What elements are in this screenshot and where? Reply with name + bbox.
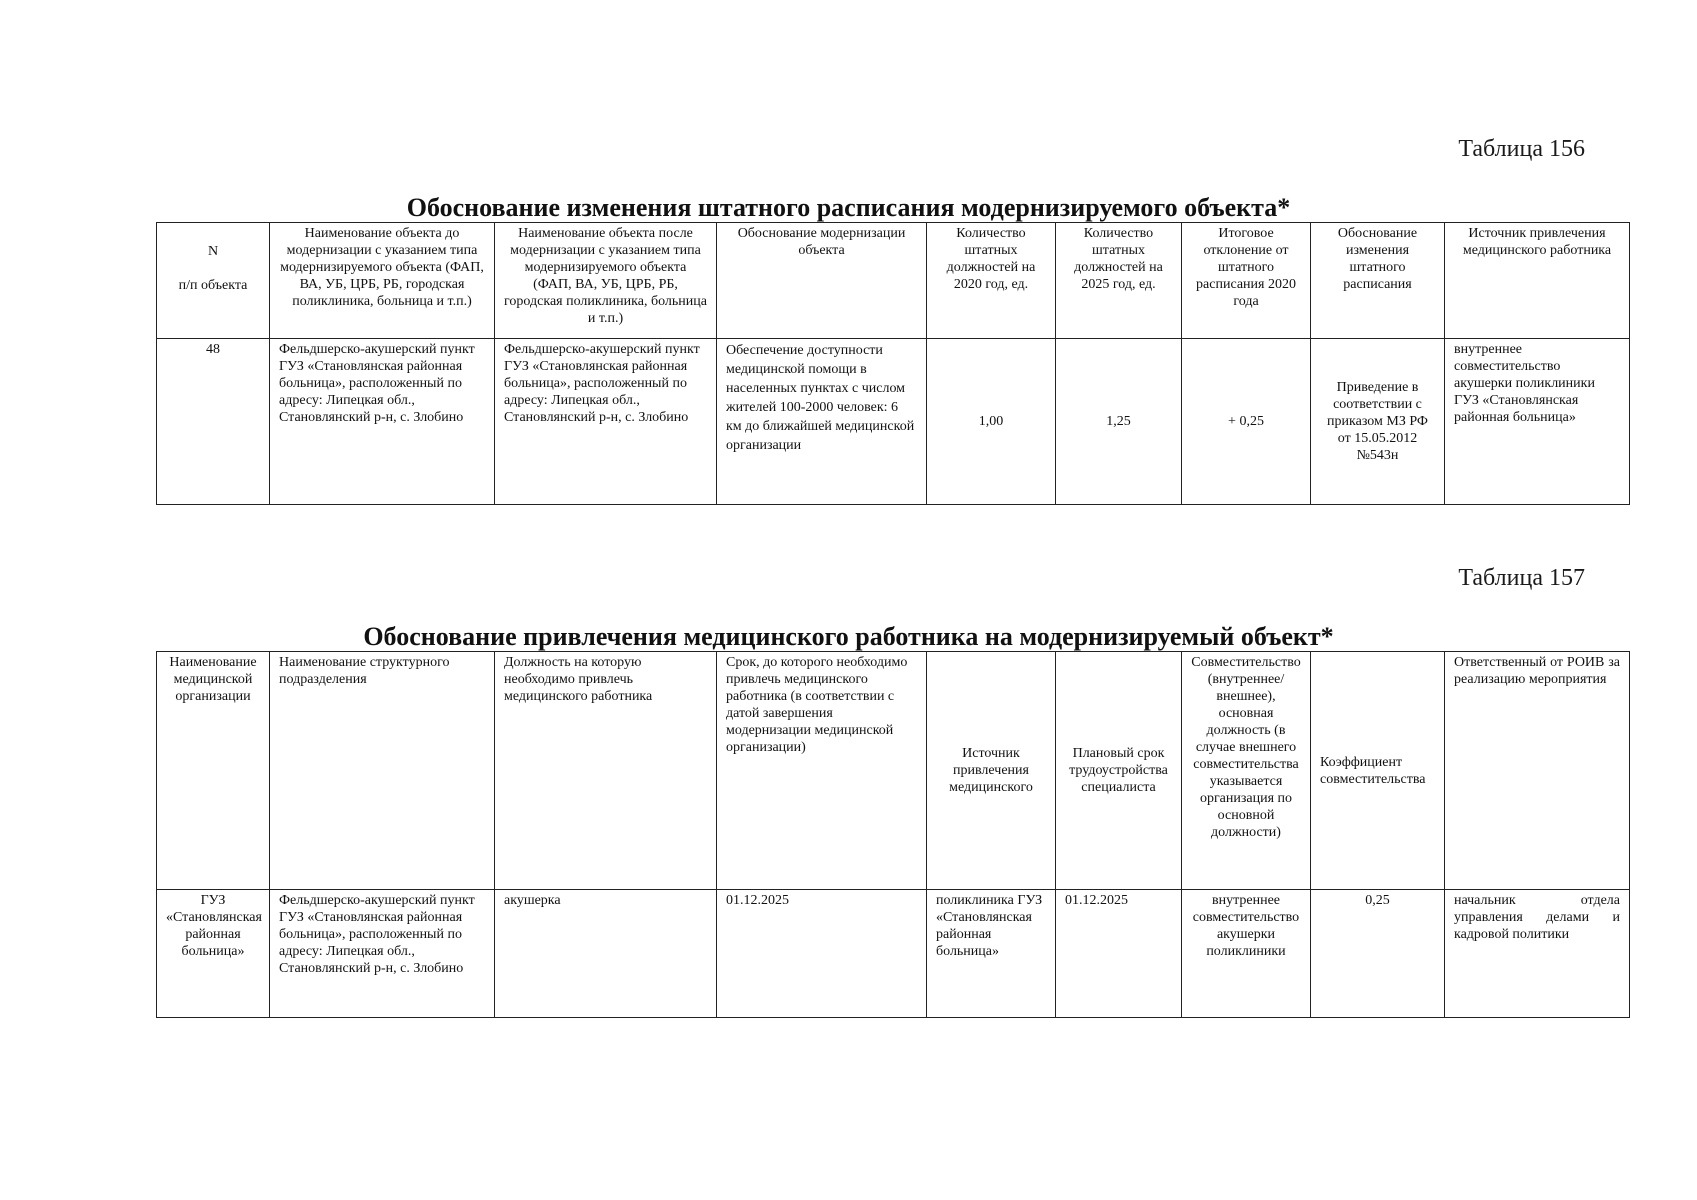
table-156-title: Обоснование изменения штатного расписания модернизируемого объекта* (406, 193, 1291, 222)
header-count-2025: Количество штатных должностей на 2025 год, ед. (1056, 223, 1182, 339)
header-responsible: Ответственный от РОИВ за реализацию мероприятия (1445, 652, 1630, 890)
header-position: Должность на которую необходимо привлечь медицинского работника (495, 652, 717, 890)
header-deadline: Срок, до которого необходимо привлечь медицинского работника (в соответствии с датой завершения модернизации медицинской организации) (717, 652, 927, 890)
header-org: Наименование медицинской организации (157, 652, 270, 890)
header-source: Источник привлечения медицинского работника (1445, 223, 1630, 339)
header-source: Источник привлечения медицинского (927, 652, 1056, 890)
header-combination: Совместительство (внутреннее/внешнее), основная должность (в случае внешнего совместительства указывается организация по основной должности) (1182, 652, 1311, 890)
header-name-after: Наименование объекта после модернизации с указанием типа модернизируемого объекта (ФАП, ВА, УБ, ЦРБ, РБ, городская поликлиника, больница и т.п.) (495, 223, 717, 339)
cell-unit: Фельдшерско-акушерский пункт ГУЗ «Становлянская районная больница», расположенный по адресу: Липецкая обл., Становлянский р-н, с. Злобино (270, 890, 495, 1018)
header-name-before: Наименование объекта до модернизации с указанием типа модернизируемого объекта (ФАП, ВА, УБ, ЦРБ, РБ, городская поликлиника, больница и т.п.) (270, 223, 495, 339)
cell-combination: внутреннее совместительство акушерки поликлиники (1182, 890, 1311, 1018)
table-157-title: Обоснование привлечения медицинского работника на модернизируемый объект* (363, 622, 1334, 651)
header-change-basis: Обоснование изменения штатного расписания (1311, 223, 1445, 339)
header-justification: Обоснование модернизации объекта (717, 223, 927, 339)
cell-change-basis: Приведение в соответствии с приказом МЗ РФ от 15.05.2012 №543н (1311, 339, 1445, 505)
table-156-label: Таблица 156 (1458, 136, 1585, 162)
header-deviation: Итоговое отклонение от штатного расписания 2020 года (1182, 223, 1311, 339)
table-header-row (157, 223, 1630, 339)
table-header-row (157, 652, 1630, 890)
header-count-2020: Количество штатных должностей на 2020 год, ед. (927, 223, 1056, 339)
cell-count-2020: 1,00 (927, 339, 1056, 505)
header-num: N п/п объекта (157, 223, 270, 339)
cell-position: акушерка (495, 890, 717, 1018)
cell-responsible: начальник отдела управления делами и кадровой политики (1445, 890, 1630, 1018)
table-row (157, 890, 1630, 1018)
header-planned: Плановый срок трудоустройства специалиста (1056, 652, 1182, 890)
header-unit: Наименование структурного подразделения (270, 652, 495, 890)
worker-attraction-table (156, 651, 1630, 1018)
cell-justification: Обеспечение доступности медицинской помощи в населенных пунктах с числом жителей 100-2000 человек: 6 км до ближайшей медицинской организации (717, 339, 927, 505)
cell-coef: 0,25 (1311, 890, 1445, 1018)
cell-count-2025: 1,25 (1056, 339, 1182, 505)
cell-deviation: + 0,25 (1182, 339, 1311, 505)
cell-name-before: Фельдшерско-акушерский пункт ГУЗ «Становлянская районная больница», расположенный по адресу: Липецкая обл., Становлянский р-н, с. Злобино (270, 339, 495, 505)
table-157-label: Таблица 157 (1458, 565, 1585, 591)
cell-num: 48 (157, 339, 270, 505)
table-row (157, 339, 1630, 505)
cell-deadline: 01.12.2025 (717, 890, 927, 1018)
cell-name-after: Фельдшерско-акушерский пункт ГУЗ «Становлянская районная больница», расположенный по адресу: Липецкая обл., Становлянский р-н, с. Злобино (495, 339, 717, 505)
cell-source: внутреннее совместительство акушерки поликлиники ГУЗ «Становлянская районная больница» (1445, 339, 1630, 505)
header-coef: Коэффициент совместительства (1311, 652, 1445, 890)
cell-org: ГУЗ «Становлянская районная больница» (157, 890, 270, 1018)
cell-planned: 01.12.2025 (1056, 890, 1182, 1018)
cell-source: поликлиника ГУЗ «Становлянская районная больница» (927, 890, 1056, 1018)
staffing-change-table (156, 222, 1630, 505)
